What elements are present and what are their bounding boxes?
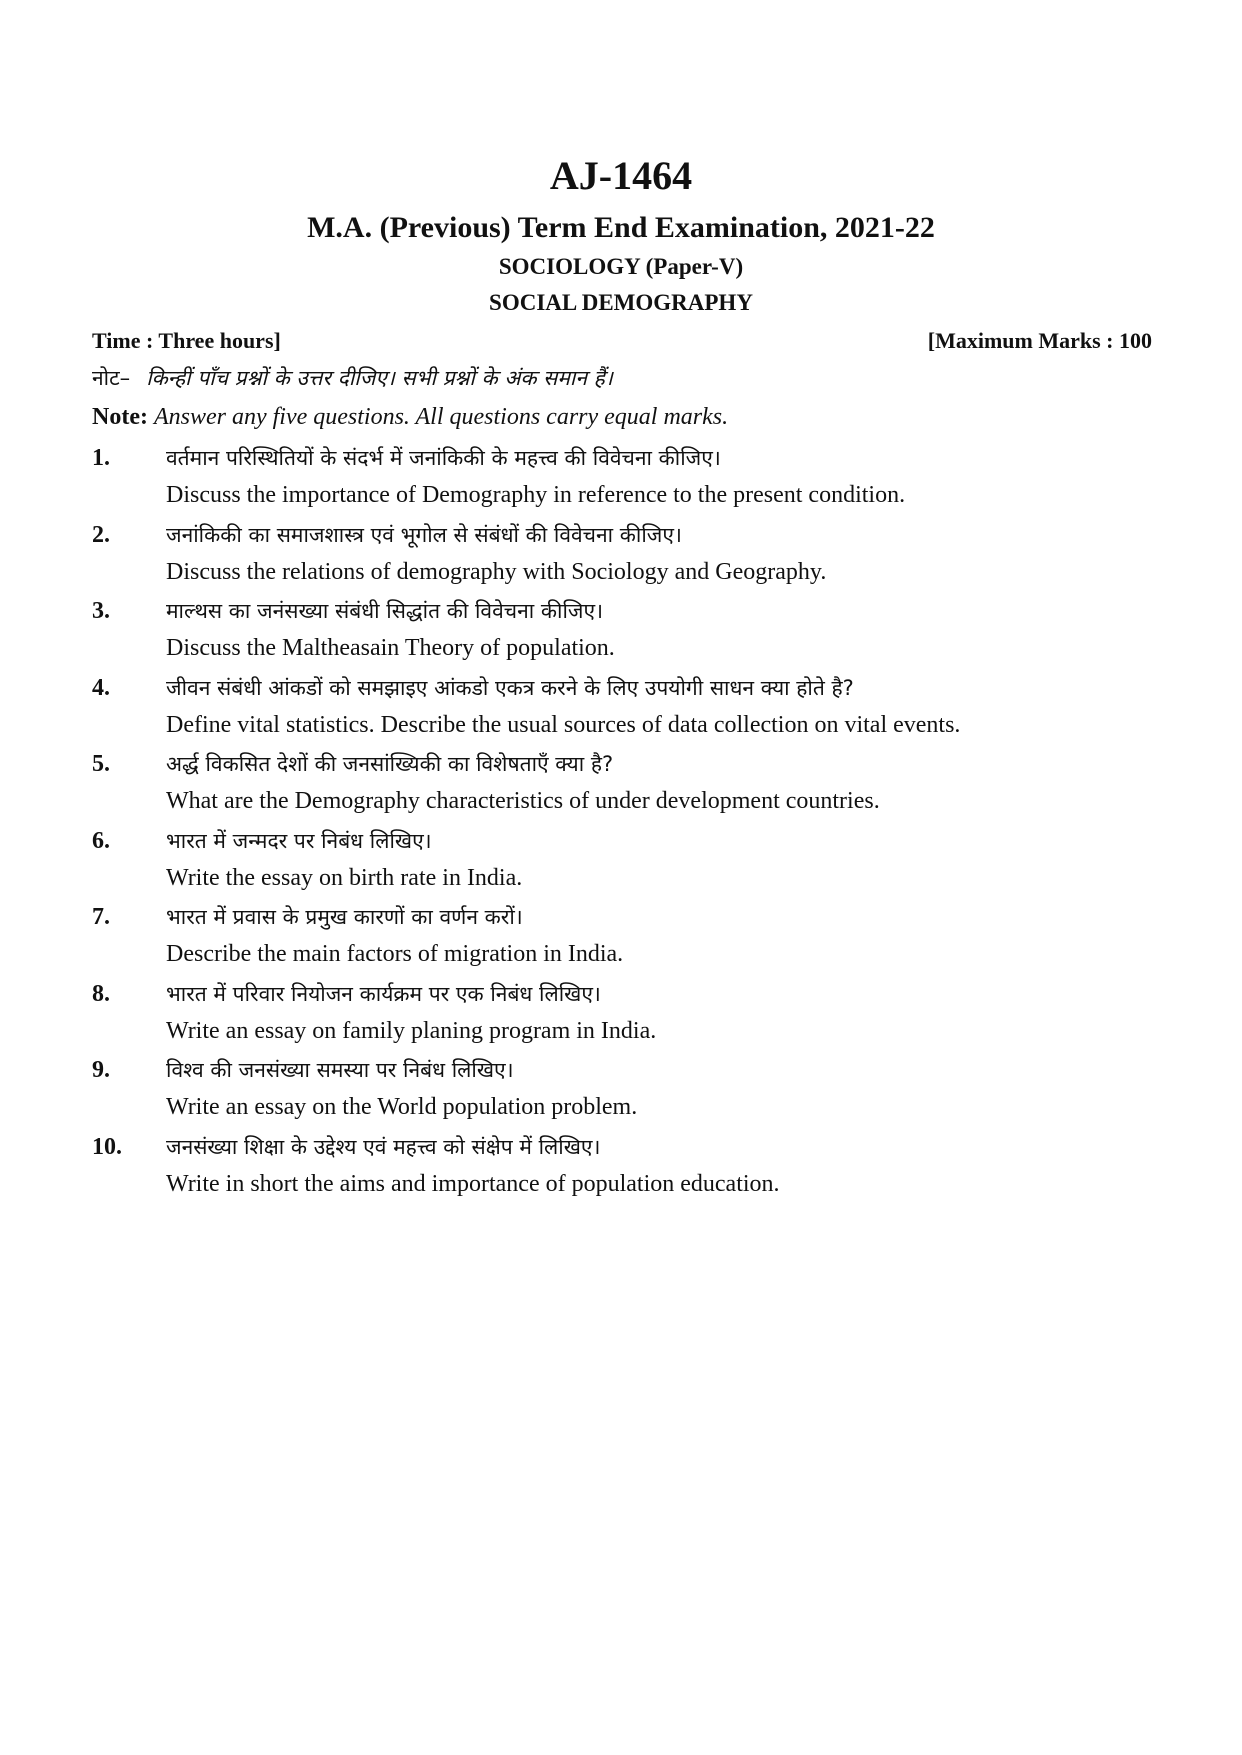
question-english: Discuss the importance of Demography in reference to the present condition.	[166, 482, 906, 508]
question-number: 1.	[92, 445, 110, 471]
subject-title: SOCIOLOGY (Paper-V)	[498, 254, 744, 279]
question-hindi: विश्व की जनसंख्या समस्या पर निबंध लिखिए।	[166, 1058, 514, 1082]
note-hindi-label: नोट–	[92, 366, 131, 390]
paper-code: AJ-1464	[549, 153, 693, 198]
question-english: Define vital statistics. Describe the usual sources of data collection on vital events.	[166, 711, 961, 738]
question-english: Discuss the Maltheasain Theory of population.	[166, 635, 615, 661]
question-hindi: वर्तमान परिस्थितियों के संदर्भ में जनांकिकी के महत्त्व की विवेचना कीजिए।	[166, 446, 721, 470]
question-hindi: अर्द्ध विकसित देशों की जनसांख्यिकी का विशेषताएँ क्या है?	[166, 752, 614, 776]
question-hindi: भारत में परिवार नियोजन कार्यक्रम पर एक निबंध लिखिए।	[166, 981, 601, 1006]
question-number: 10.	[92, 1133, 122, 1160]
question-hindi: जीवन संबंधी आंकडों को समझाइए आंकडो एकत्र करने के लिए उपयोगी साधन क्या होते है?	[166, 675, 854, 700]
time-allowed: Time : Three hours]	[92, 328, 281, 353]
question-item	[92, 670, 1152, 747]
question-hindi: जनसंख्या शिक्षा के उद्देश्य एवं महत्त्व को संक्षेप में लिखिए।	[166, 1134, 601, 1159]
question-item	[92, 899, 1152, 976]
maximum-marks: [Maximum Marks : 100	[927, 328, 1152, 353]
question-english: Describe the main factors of migration in India.	[166, 941, 624, 967]
question-item	[92, 976, 1152, 1053]
note-english-text: Answer any five questions. All questions carry equal marks.	[153, 404, 729, 430]
question-hindi: भारत में जन्मदर पर निबंध लिखिए।	[166, 828, 432, 853]
question-number: 3.	[92, 598, 110, 624]
question-list	[92, 440, 1152, 1205]
question-number: 6.	[92, 827, 110, 854]
exam-meta-row	[92, 326, 1152, 356]
note-hindi	[92, 362, 1152, 394]
question-english: Write in short the aims and importance of population education.	[166, 1170, 780, 1197]
question-number: 8.	[92, 980, 110, 1007]
question-hindi: जनांकिकी का समाजशास्त्र एवं भूगोल से संबंधों की विवेचना कीजिए।	[166, 522, 682, 547]
question-english: Write an essay on the World population problem.	[166, 1094, 638, 1120]
question-number: 4.	[92, 674, 110, 701]
note-hindi-text: किन्हीं पाँच प्रश्नों के उत्तर दीजिए। सभी प्रश्नों के अंक समान हैं।	[146, 366, 613, 390]
question-hindi: माल्थस का जनंसख्या संबंधी सिद्धांत की विवेचना कीजिए।	[166, 599, 604, 623]
question-item	[92, 823, 1152, 900]
question-number: 7.	[92, 904, 110, 930]
question-english: Discuss the relations of demography with Sociology and Geography.	[166, 558, 827, 585]
question-item	[92, 1052, 1152, 1129]
question-english: Write the essay on birth rate in India.	[166, 864, 523, 891]
question-number: 9.	[92, 1057, 110, 1083]
question-item	[92, 1129, 1152, 1206]
question-number: 2.	[92, 521, 110, 548]
note-english-label: Note:	[92, 404, 148, 430]
question-item	[92, 746, 1152, 823]
exam-title: M.A. (Previous) Term End Examination, 2021-22	[307, 211, 935, 244]
question-hindi: भारत में प्रवास के प्रमुख कारणों का वर्णन करों।	[166, 905, 523, 929]
question-item	[92, 440, 1152, 517]
question-item	[92, 517, 1152, 594]
paper-title: SOCIAL DEMOGRAPHY	[489, 290, 753, 315]
note-english	[92, 401, 1152, 433]
question-number: 5.	[92, 751, 110, 777]
question-english: What are the Demography characteristics of under development countries.	[166, 788, 880, 814]
question-english: Write an essay on family planing program in India.	[166, 1017, 657, 1044]
question-item	[92, 593, 1152, 670]
